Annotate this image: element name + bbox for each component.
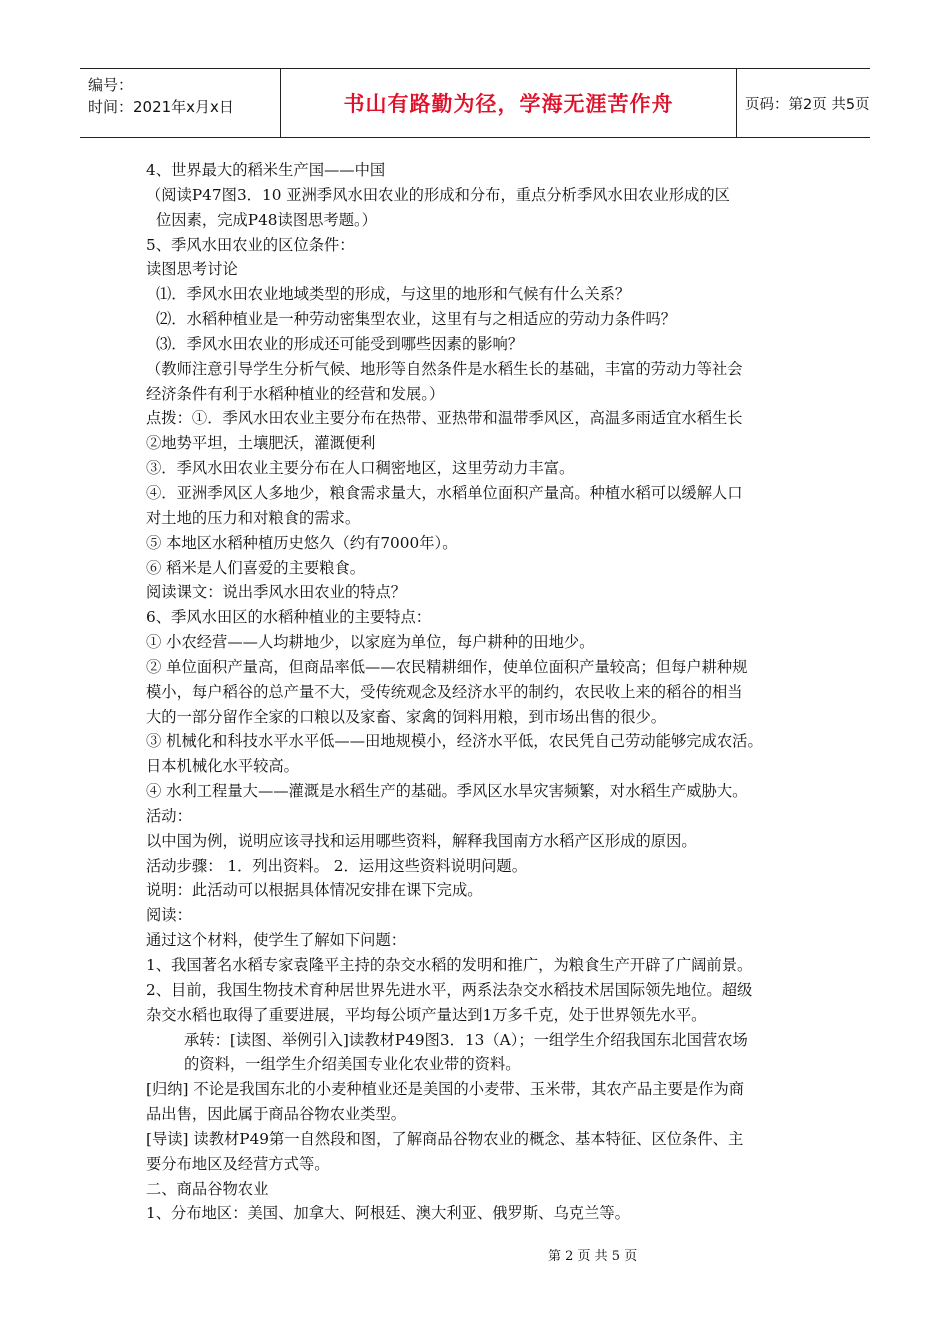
- text-line: 品出售，因此属于商品谷物农业类型。: [146, 1105, 407, 1124]
- text-line: ③．季风水田农业主要分布在人口稠密地区，这里劳动力丰富。: [146, 459, 575, 478]
- text-line: 5、季风水田农业的区位条件：: [146, 235, 355, 254]
- header-page-label: 页码：第2页 共5页: [745, 96, 870, 113]
- text-line: ⑤ 本地区水稻种植历史悠久（约有7000年）。: [146, 533, 458, 552]
- text-line: 对土地的压力和对粮食的需求。: [146, 508, 361, 527]
- text-line: ⑶．季风水田农业的形成还可能受到哪些因素的影响？: [156, 334, 524, 353]
- text-line: ⑵．水稻种植业是一种劳动密集型农业，这里有与之相适应的劳动力条件吗？: [156, 310, 677, 329]
- text-line: 4、世界最大的稻米生产国——中国: [146, 161, 386, 179]
- text-line: 说明：此活动可以根据具体情况安排在课下完成。: [146, 881, 483, 900]
- text-line: 经济条件有利于水稻种植业的经营和发展。）: [146, 384, 445, 403]
- text-line: 二、商品谷物农业: [146, 1179, 269, 1198]
- text-line: 模小，每户稻谷的总产量不大，受传统观念及经济水平的制约，农民收上来的稻谷的相当: [146, 682, 743, 701]
- text-line: [导读] 读教材P49第一自然段和图，了解商品谷物农业的概念、基本特征、区位条件、主: [146, 1129, 744, 1148]
- header-meta: [80, 69, 280, 137]
- text-line: 位因素，完成P48读图思考题。）: [156, 210, 377, 229]
- text-line: ②地势平坦，土壤肥沃，灌溉便利: [146, 434, 376, 453]
- header-motto: 书山有路勤为径，学海无涯苦作舟: [280, 69, 737, 137]
- text-line: [归纳] 不论是我国东北的小麦种植业还是美国的小麦带、玉米带，其农产品主要是作为商: [146, 1080, 745, 1099]
- text-line: ② 单位面积产量高，但商品率低——农民精耕细作，使单位面积产量较高；但每户耕种规: [146, 657, 748, 676]
- text-line: 以中国为例，说明应该寻找和运用哪些资料，解释我国南方水稻产区形成的原因。: [146, 831, 697, 850]
- text-line: 2、目前，我国生物技术育种居世界先进水平，两系法杂交水稻技术居国际领先地位。超级: [146, 980, 753, 999]
- text-line: 6、季风水田区的水稻种植业的主要特点：: [146, 608, 432, 627]
- text-line: 日本机械化水平较高。: [146, 757, 299, 776]
- number-label: 编号：: [88, 76, 134, 94]
- page-header: [80, 68, 870, 138]
- text-line: 阅读课文：说出季风水田农业的特点？: [146, 583, 407, 602]
- text-line: 杂交水稻也取得了重要进展，平均每公顷产量达到1万多千克，处于世界领先水平。: [146, 1005, 707, 1024]
- text-line: 活动：: [146, 806, 192, 825]
- text-line: ③ 机械化和科技水平水平低——田地规模小，经济水平低，农民凭自己劳动能够完成农活。: [146, 732, 763, 751]
- text-line: ⑴．季风水田农业地域类型的形成，与这里的地形和气候有什么关系？: [156, 285, 631, 304]
- text-line: 活动步骤： 1．列出资料。 2．运用这些资料说明问题。: [146, 856, 528, 875]
- text-line: 读图思考讨论: [146, 260, 238, 279]
- text-line: 要分布地区及经营方式等。: [146, 1154, 330, 1173]
- text-line: 1、我国著名水稻专家袁隆平主持的杂交水稻的发明和推广，为粮食生产开辟了广阔前景。: [146, 956, 753, 974]
- text-line: （阅读P47图3．10 亚洲季风水田农业的形成和分布，重点分析季风水田农业形成的区: [146, 185, 730, 204]
- time-label: 时间：2021年x月x日: [88, 98, 234, 116]
- text-line: ④ 水利工程量大——灌溉是水稻生产的基础。季风区水旱灾害频繁，对水稻生产威胁大。: [146, 782, 748, 801]
- footer-page-number: 第 2 页 共 5 页: [548, 1249, 638, 1264]
- text-line: （教师注意引导学生分析气候、地形等自然条件是水稻生长的基础，丰富的劳动力等社会: [146, 359, 743, 378]
- document-body: [146, 158, 814, 1226]
- text-line: 通过这个材料，使学生了解如下问题：: [146, 931, 407, 950]
- text-line: 阅读：: [146, 906, 192, 925]
- text-line: 1、分布地区：美国、加拿大、阿根廷、澳大利亚、俄罗斯、乌克兰等。: [146, 1204, 630, 1223]
- text-line: 的资料，一组学生介绍美国专业化农业带的资料。: [184, 1055, 521, 1074]
- text-line: 大的一部分留作全家的口粮以及家畜、家禽的饲料用粮，到市场出售的很少。: [146, 707, 667, 726]
- text-line: 点拨：①．季风水田农业主要分布在热带、亚热带和温带季风区，高温多雨适宜水稻生长: [146, 409, 743, 428]
- text-line: ⑥ 稻米是人们喜爱的主要粮食。: [146, 558, 366, 577]
- text-line: ① 小农经营——人均耕地少，以家庭为单位，每户耕种的田地少。: [146, 633, 595, 652]
- text-line: ④．亚洲季风区人多地少，粮食需求量大，水稻单位面积产量高。种植水稻可以缓解人口: [146, 483, 743, 502]
- text-line: 承转：[读图、举例引入]读教材P49图3．13（A）；一组学生介绍我国东北国营农场: [184, 1030, 748, 1049]
